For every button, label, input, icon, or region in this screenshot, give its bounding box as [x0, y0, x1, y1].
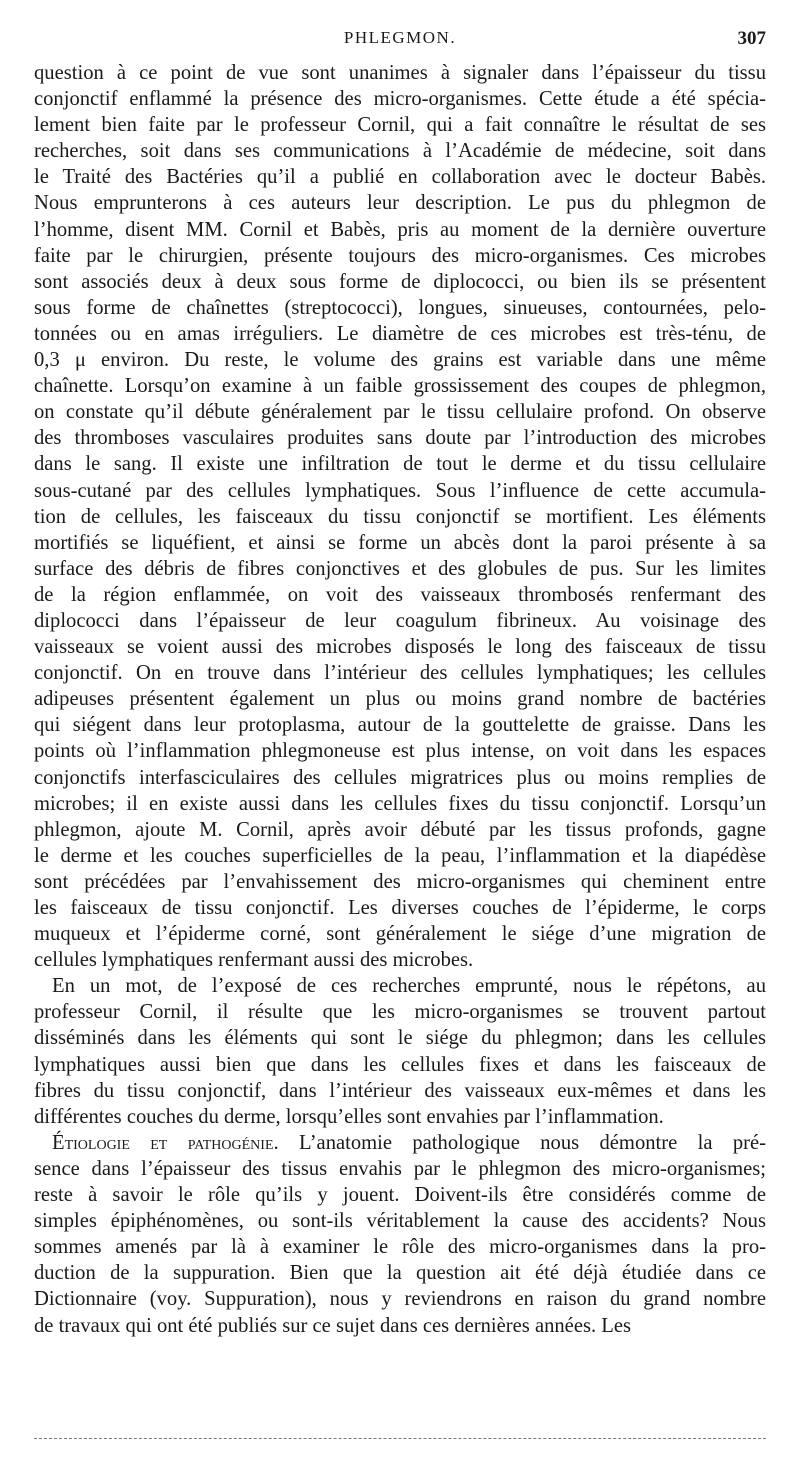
text-line: conjonctifs interfasciculaires des cellules migratrices plus ou moins remplies de [34, 766, 766, 789]
text-line: l’homme, disent MM. Cornil et Babès, pris au moment de la dernière ouverture [34, 218, 766, 241]
text-line: qui siégent dans leur protoplasma, autour de la gouttelette de graisse. Dans les [34, 714, 766, 737]
text-line: le Traité des Bactéries qu’il a publié en collaboration avec le docteur Babès. [34, 166, 766, 189]
text-line: conjonctif. On en trouve dans l’intérieur des cellules lymphatiques; les cellules [34, 662, 766, 685]
text-line: sommes amenés par là à examiner le rôle des micro-organismes dans la pro- [34, 1236, 766, 1259]
text-line: on constate qu’il débute généralement par le tissu cellulaire profond. On observe [34, 401, 766, 424]
text-line: faite par le chirurgien, présente toujours des micro-organismes. Ces microbes [34, 244, 766, 267]
text-line: chaînette. Lorsqu’on examine à un faible grossissement des coupes de phlegmon, [34, 375, 766, 398]
text-line: le derme et les couches superficielles de la peau, l’inflammation et la diapédèse [34, 844, 766, 867]
text-line: tonnées ou en amas irréguliers. Le diamètre de ces microbes est très-ténu, de [34, 322, 766, 345]
text-line: conjonctif enflammé la présence des micro-organismes. Cette étude a été spécia- [34, 88, 766, 111]
text-line: sont précédées par l’envahissement des micro-organismes qui cheminent entre [34, 870, 766, 893]
text-line: fibres du tissu conjonctif, dans l’intérieur des vaisseaux eux-mêmes et dans les [34, 1079, 766, 1102]
text-line: Nous emprunterons à ces auteurs leur description. Le pus du phlegmon de [34, 192, 766, 215]
text-line: dans le sang. Il existe une infiltration de tout le derme et du tissu cellulaire [34, 453, 766, 476]
paragraph [34, 60, 766, 973]
paragraph [34, 973, 766, 1130]
text-line: question à ce point de vue sont unanimes à signaler dans l’épaisseur du tissu [34, 62, 766, 84]
text-line-rest: L’anatomie pathologique nous démontre la pré- [278, 1131, 766, 1154]
text-line: sous-cutané par des cellules lymphatiques. Sous l’influence de cette accumula- [34, 479, 766, 502]
footer-rule [34, 1438, 766, 1439]
text-line: simples épiphénomènes, ou sont-ils véritablement la cause des accidents? Nous [34, 1210, 766, 1233]
text-line: des thromboses vasculaires produites sans doute par l’introduction des microbes [34, 427, 766, 450]
text-line: les faisceaux de tissu conjonctif. Les diverses couches de l’épiderme, le corps [34, 897, 766, 919]
text-line: cellules lymphatiques renfermant aussi des microbes. [34, 949, 474, 972]
text-line: tion de cellules, les faisceaux du tissu conjonctif se mortifient. Les éléments [34, 505, 766, 528]
text-line: duction de la suppuration. Bien que la question ait été déjà étudiée dans ce [34, 1262, 766, 1285]
text-line: 0,3 μ environ. Du reste, le volume des grains est variable dans une même [34, 349, 766, 372]
text-line: En un mot, de l’exposé de ces recherches emprunté, nous le répétons, au [52, 975, 766, 998]
body-text [34, 60, 766, 1339]
text-line: vaisseaux se voient aussi des microbes disposés le long des faisceaux de tissu [34, 636, 766, 659]
text-line: Dictionnaire (voy. Suppuration), nous y reviendrons en raison du grand nombre [34, 1288, 766, 1311]
text-line: points où l’inflammation phlegmoneuse est plus intense, on voit dans les espaces [34, 740, 766, 763]
text-line [34, 1130, 766, 1156]
text-line: sont associés deux à deux sous forme de diplococci, ou bien ils se présentent [34, 270, 766, 293]
text-line: recherches, soit dans ses communications à l’Académie de médecine, soit dans [34, 140, 766, 163]
text-line: professeur Cornil, il résulte que les micro-organismes se trouvent partout [34, 1001, 766, 1024]
text-line: de travaux qui ont été publiés sur ce sujet dans ces dernières années. Les [34, 1314, 632, 1337]
text-line: adipeuses présentent également un plus ou moins grand nombre de bactéries [34, 688, 766, 711]
text-line: sous forme de chaînettes (streptococci), longues, sinueuses, contournées, pelo- [34, 296, 766, 319]
text-line: lement bien faite par le professeur Cornil, qui a fait connaître le résultat de ses [34, 114, 766, 137]
text-line: microbes; il en existe aussi dans les cellules fixes du tissu conjonctif. Lorsqu’un [34, 792, 766, 815]
paragraph [34, 1130, 766, 1339]
text-line: reste à savoir le rôle qu’ils y jouent. Doivent-ils être considérés comme de [34, 1184, 766, 1207]
running-title: PHLEGMON. [343, 28, 457, 47]
text-line: lymphatiques aussi bien que dans les cellules fixes et dans les faisceaux de [34, 1053, 766, 1076]
text-line: de la région enflammée, on voit des vaisseaux thrombosés renfermant des [34, 583, 766, 606]
page-header [34, 28, 766, 58]
text-line: mortifiés se liquéfient, et ainsi se forme un abcès dont la paroi présente à sa [34, 531, 766, 554]
text-line: différentes couches du derme, lorsqu’elles sont envahies par l’inflammation. [34, 1105, 664, 1128]
text-line: diplococci dans l’épaisseur de leur coagulum fibrineux. Au voisinage des [34, 609, 766, 632]
text-line: phlegmon, ajoute M. Cornil, après avoir débuté par les tissus profonds, gagne [34, 818, 766, 841]
text-line: sence dans l’épaisseur des tissus envahis par le phlegmon des micro-organismes; [34, 1157, 766, 1180]
text-line: surface des débris de fibres conjonctives et des globules de pus. Sur les limites [34, 557, 766, 580]
text-line: disséminés dans les éléments qui sont le siége du phlegmon; dans les cellules [34, 1027, 766, 1050]
text-line: muqueux et l’épiderme corné, sont généralement le siége d’une migration de [34, 923, 766, 946]
section-heading: Étiologie et pathogénie. [52, 1131, 279, 1154]
page-number: 307 [737, 28, 766, 49]
